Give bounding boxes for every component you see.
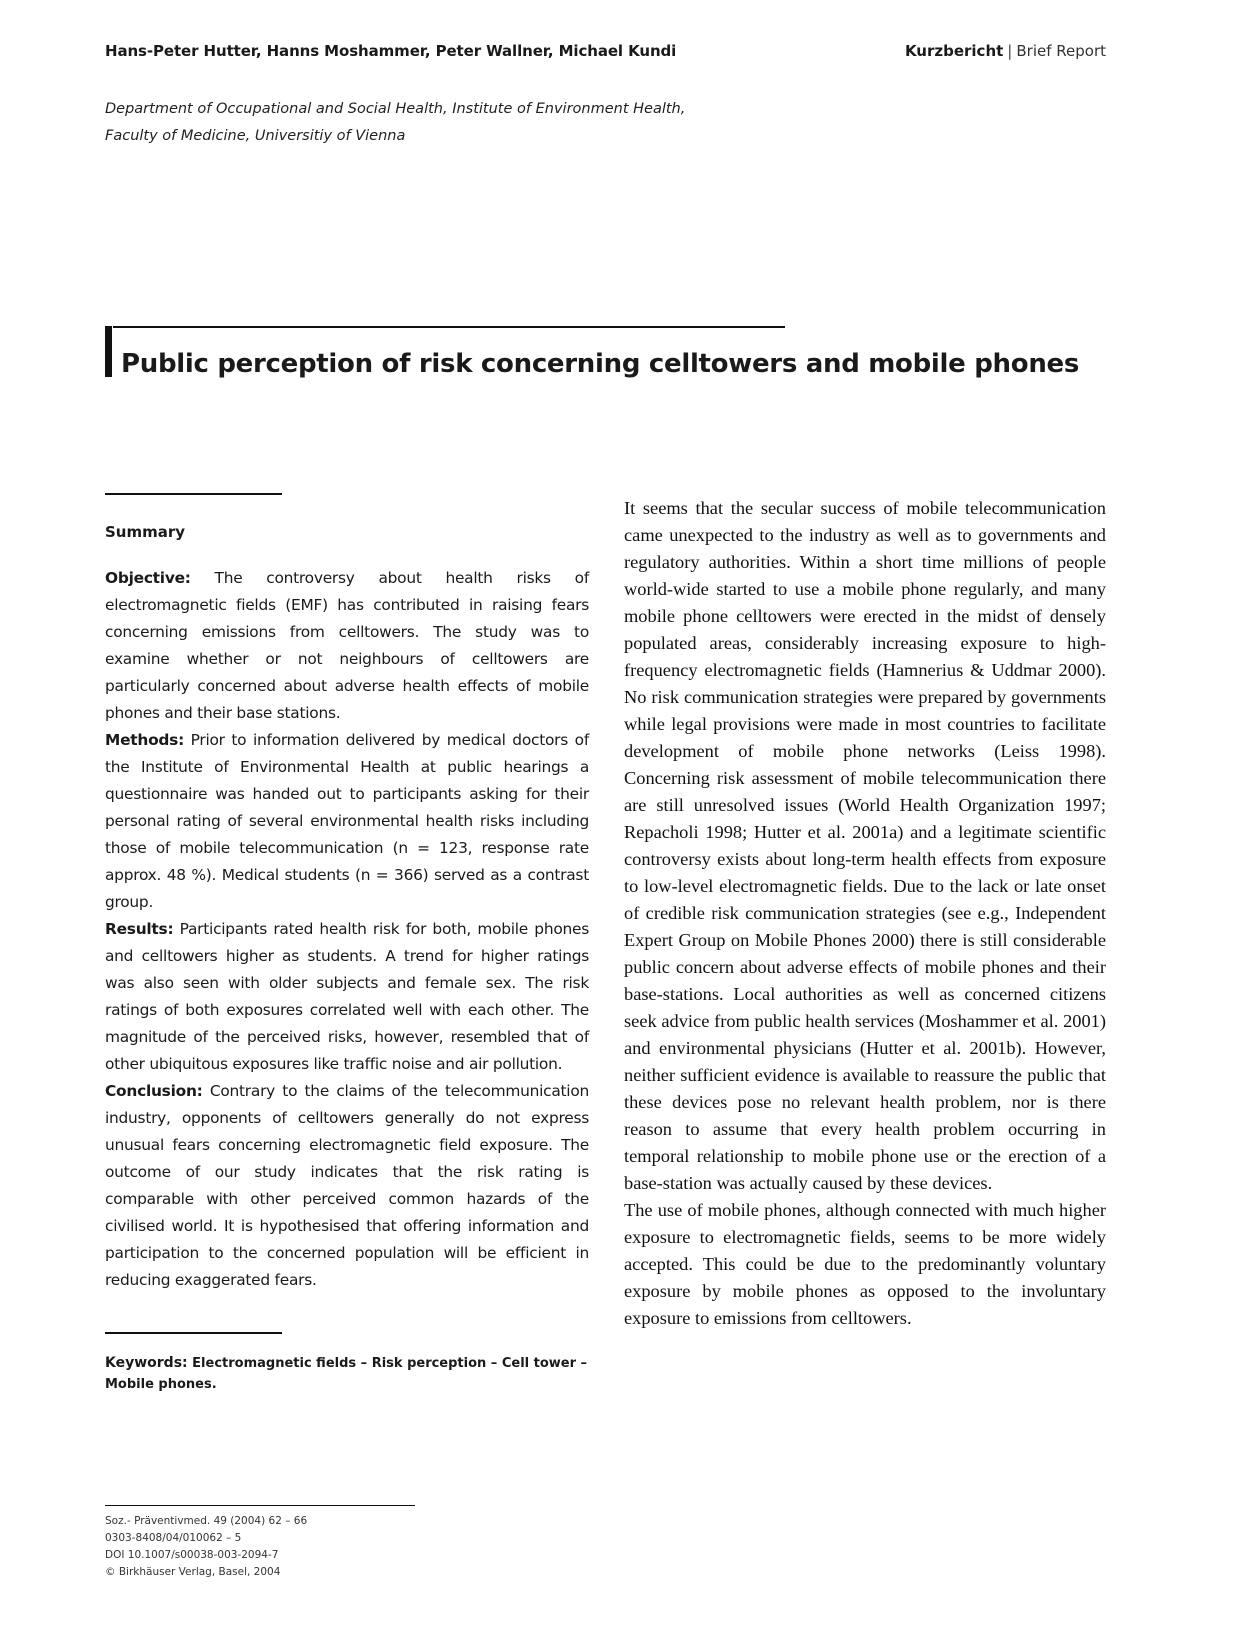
body-paragraph-1: It seems that the secular success of mobile telecommunication came unexpected to the industry as well as to governments and regulatory authorities. Within a short time millions of people world-wide started to use a mobile phone regularly, and many mobile phone celltowers were erected in the midst of densely populated areas, considerably increasing exposure to high-frequency electromagnetic fields (Hamnerius & Uddmar 2000). No risk communication strategies were prepared by governments while legal provisions were made in most countries to facilitate development of mobile phone networks (Leiss 1998). Concerning risk assessment of mobile telecommunication there are still unresolved issues (World Health Organization 1997; Repacholi 1998; Hutter et al. 2001a) and a legitimate scientific controversy exists about long-term health effects from exposure to low-level electromagnetic fields. Due to the lack or late onset of credible risk communication strategies (see e.g., Independent Expert Group on Mobile Phones 2000) there is still considerable public concern about adverse effects of mobile phones and their base-stations. Local authorities as well as concerned citizens seek advice from public health services (Moshammer et al. 2001) and environmental physicians (Hutter et al. 2001b). However, neither sufficient evidence is available to reassure the public that these devices pose no relevant health problem, nor is there reason to assume that every health problem occurring in temporal relationship to mobile phone use or the erection of a base-station was actually caused by these devices. [624, 498, 1106, 1193]
abstract-results [105, 916, 589, 1078]
author-list: Hans-Peter Hutter, Hanns Moshammer, Peter Wallner, Michael Kundi [105, 42, 677, 60]
objective-text: The controversy about health risks of electromagnetic fields (EMF) has contributed in raising fears concerning emissions from celltowers. The study was to examine whether or not neighbours of celltowers are particularly concerned about adverse health effects of mobile phones and their base stations. [105, 569, 589, 722]
objective-label: Objective: [105, 569, 191, 587]
body-text [624, 495, 1106, 1332]
citation-footer [105, 1513, 307, 1581]
footer-copyright: © Birkhäuser Verlag, Basel, 2004 [105, 1566, 281, 1578]
paper-title: Public perception of risk concerning celltowers and mobile phones [121, 349, 1080, 379]
results-text: Participants rated health risk for both, mobile phones and celltowers higher as students. A trend for higher ratings was also seen with older subjects and female sex. The risk ratings of both exposures correlated well with each other. The magnitude of the perceived risks, however, resembled that of other ubiquitous exposures like traffic noise and air pollution. [105, 920, 589, 1073]
affiliation-line-1: Department of Occupational and Social Health, Institute of Environment Health, [105, 101, 686, 117]
results-label: Results: [105, 920, 174, 938]
keywords-rule [105, 1332, 282, 1334]
summary-heading: Summary [105, 523, 186, 541]
affiliation [105, 96, 685, 150]
report-type-german: Kurzbericht [904, 42, 1004, 60]
conclusion-text: Contrary to the claims of the telecommunication industry, opponents of celltowers generally do not express unusual fears concerning electromagnetic field exposure. The outcome of our study indicates that the risk rating is comparable with other perceived common hazards of the civilised world. It is hypothesised that offering information and participation to the concerned population will be efficient in reducing exaggerated fears. [105, 1082, 589, 1289]
keywords-label: Keywords: [105, 1355, 188, 1371]
footer-issn: 0303-8408/04/010062 – 5 [105, 1532, 242, 1544]
summary-rule [105, 493, 282, 495]
title-side-bar [105, 326, 112, 377]
footer-doi: DOI 10.1007/s00038-003-2094-7 [105, 1549, 279, 1561]
body-paragraph-2: The use of mobile phones, although connected with much higher exposure to electromagnetic fields, seems to be more widely accepted. This could be due to the predominantly voluntary exposure by mobile phones as opposed to the involuntary exposure to emissions from celltowers. [624, 1200, 1106, 1328]
report-type-english: Brief Report [1016, 42, 1106, 60]
abstract-conclusion [105, 1078, 589, 1294]
keywords [105, 1353, 589, 1395]
report-type-separator: | [1007, 42, 1013, 60]
abstract-methods [105, 727, 589, 916]
report-type-label [905, 42, 1106, 60]
abstract-objective [105, 565, 589, 727]
title-top-rule [113, 326, 785, 328]
methods-label: Methods: [105, 731, 184, 749]
keywords-text: Electromagnetic fields – Risk perception – Cell tower – Mobile phones. [105, 1356, 588, 1392]
footer-journal: Soz.- Präventivmed. 49 (2004) 62 – 66 [105, 1515, 308, 1527]
conclusion-label: Conclusion: [105, 1082, 203, 1100]
affiliation-line-2: Faculty of Medicine, Universitiy of Vienna [105, 128, 406, 144]
footer-rule [105, 1505, 415, 1506]
methods-text: Prior to information delivered by medical doctors of the Institute of Environmental Health at public hearings a questionnaire was handed out to participants asking for their personal rating of several environmental health risks including those of mobile telecommunication (n = 123, response rate approx. 48 %). Medical students (n = 366) served as a contrast group. [105, 731, 589, 911]
abstract [105, 565, 589, 1294]
